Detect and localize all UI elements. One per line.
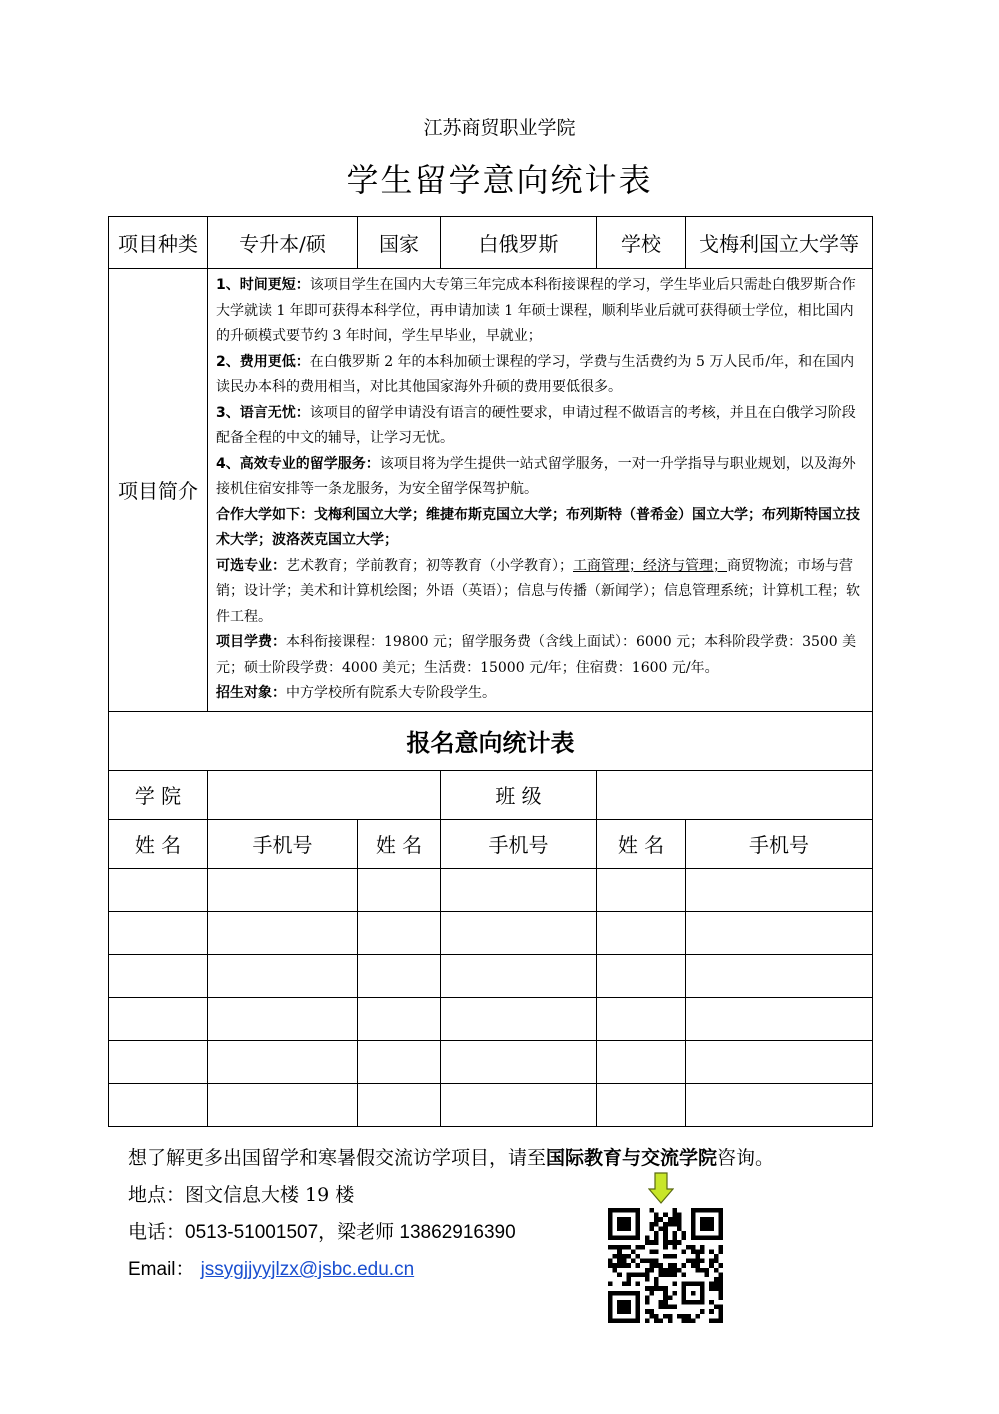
blank-cell[interactable] <box>109 911 208 954</box>
contact-suffix: 咨询。 <box>717 1147 775 1169</box>
college-input-cell[interactable] <box>208 770 441 819</box>
blank-cell[interactable] <box>686 954 873 997</box>
phone-header-2: 手机号 <box>441 819 597 868</box>
blank-cell[interactable] <box>358 868 441 911</box>
intro-label: 项目简介 <box>109 269 208 712</box>
blank-cell[interactable] <box>597 1083 686 1126</box>
location-line: 地点：图文信息大楼 19 楼 <box>128 1184 355 1206</box>
blank-cell[interactable] <box>208 868 358 911</box>
partner-universities <box>216 503 866 554</box>
target-text: 中方学校所有院系大专阶段学生。 <box>286 685 496 701</box>
blank-cell[interactable] <box>597 997 686 1040</box>
college-label: 学 院 <box>109 770 208 819</box>
blank-cell[interactable] <box>597 868 686 911</box>
target-heading: 招生对象： <box>216 685 286 701</box>
blank-cell[interactable] <box>441 1040 597 1083</box>
intro-point-1-heading: 1、时间更短： <box>216 277 310 293</box>
intro-point-3-text: 该项目的留学申请没有语言的硬性要求，申请过程不做语言的考核，并且在白俄学习阶段配备全程的中文的辅导，让学习无忧。 <box>216 404 856 446</box>
email-label: Email： <box>128 1259 195 1280</box>
country-value: 白俄罗斯 <box>441 217 597 269</box>
table-row <box>109 1083 873 1126</box>
class-input-cell[interactable] <box>597 770 873 819</box>
blank-cell[interactable] <box>208 1083 358 1126</box>
blank-cell[interactable] <box>109 868 208 911</box>
fees-heading: 项目学费： <box>216 634 286 650</box>
blank-cell[interactable] <box>208 911 358 954</box>
blank-cell[interactable] <box>441 911 597 954</box>
signup-title-row <box>109 711 873 770</box>
survey-table <box>108 216 873 1127</box>
blank-cell[interactable] <box>358 954 441 997</box>
partner-universities-text: 合作大学如下：戈梅利国立大学；维捷布斯克国立大学；布列斯特（普希金）国立大学；布列斯特国立技术大学；波洛茨克国立大学； <box>216 506 860 548</box>
column-header-row <box>109 819 873 868</box>
intro-point-2-text: 在白俄罗斯 2 年的本科加硕士课程的学习，学费与生活费约为 5 万人民币/年，和在国内读民办本科的费用相当，对比其他国家海外升硕的费用要低很多。 <box>216 353 855 395</box>
type-label: 项目种类 <box>109 217 208 269</box>
table-row <box>109 997 873 1040</box>
blank-cell[interactable] <box>208 997 358 1040</box>
intro-point-4 <box>216 452 866 503</box>
majors-heading: 可选专业： <box>216 557 286 574</box>
name-header-2: 姓 名 <box>358 819 441 868</box>
blank-cell[interactable] <box>597 1040 686 1083</box>
blank-cell[interactable] <box>597 911 686 954</box>
fees-text: 本科衔接课程：19800 元；留学服务费（含线上面试）：6000 元；本科阶段学费：3500 美元；硕士阶段学费：4000 美元；生活费：15000 元/年；住宿费：1600 元/年。 <box>216 634 857 676</box>
intro-point-2-heading: 2、费用更低： <box>216 353 310 370</box>
majors-text-a: 艺术教育；学前教育；初等教育（小学教育）； <box>286 557 573 574</box>
down-arrow-icon <box>648 1172 674 1204</box>
info-row <box>109 217 873 269</box>
class-label: 班 级 <box>441 770 597 819</box>
intro-point-3 <box>216 401 866 452</box>
intro-point-4-text: 该项目将为学生提供一站式留学服务，一对一升学指导与职业规划，以及海外接机住宿安排等一条龙服务，为安全留学保驾护航。 <box>216 455 856 497</box>
intro-content <box>208 269 873 712</box>
intro-row <box>109 269 873 712</box>
country-label: 国家 <box>358 217 441 269</box>
type-value: 专升本/硕 <box>208 217 358 269</box>
blank-cell[interactable] <box>109 954 208 997</box>
blank-cell[interactable] <box>358 997 441 1040</box>
blank-cell[interactable] <box>109 997 208 1040</box>
document-title: 学生留学意向统计表 <box>346 161 653 199</box>
phone-header-1: 手机号 <box>208 819 358 868</box>
table-row <box>109 911 873 954</box>
intro-point-1 <box>216 273 866 350</box>
blank-cell[interactable] <box>358 1040 441 1083</box>
phone-label: 电话： <box>128 1221 186 1243</box>
table-row <box>109 1040 873 1083</box>
blank-cell[interactable] <box>686 1083 873 1126</box>
blank-cell[interactable] <box>109 1083 208 1126</box>
blank-cell[interactable] <box>686 1040 873 1083</box>
blank-cell[interactable] <box>441 1083 597 1126</box>
blank-cell[interactable] <box>441 954 597 997</box>
intro-point-3-heading: 3、语言无忧： <box>216 404 310 421</box>
fees <box>216 630 866 681</box>
blank-cell[interactable] <box>441 997 597 1040</box>
blank-cell[interactable] <box>358 911 441 954</box>
contact-line-1 <box>128 1140 774 1177</box>
email-link[interactable]: jssygjjyyjlzx@jsbc.edu.cn <box>200 1259 415 1280</box>
school-label: 学校 <box>597 217 686 269</box>
intro-point-2 <box>216 350 866 401</box>
target-students <box>216 681 866 707</box>
blank-cell[interactable] <box>686 868 873 911</box>
name-header-1: 姓 名 <box>109 819 208 868</box>
phone-header-3: 手机号 <box>686 819 873 868</box>
college-class-row <box>109 770 873 819</box>
contact-intro: 想了解更多出国留学和寒暑假交流访学项目，请至 <box>128 1147 547 1169</box>
school-name: 江苏商贸职业学院 <box>423 117 576 139</box>
qr-code-image <box>608 1208 723 1323</box>
school-value: 戈梅利国立大学等 <box>686 217 873 269</box>
majors <box>216 554 866 631</box>
majors-underlined: 工商管理；经济与管理； <box>573 557 727 574</box>
blank-cell[interactable] <box>208 954 358 997</box>
blank-cell[interactable] <box>358 1083 441 1126</box>
intro-point-1-text: 该项目学生在国内大专第三年完成本科衔接课程的学习，学生毕业后只需赴白俄罗斯合作大学就读 1 年即可获得本科学位，再申请加读 1 年硕士课程，顺利毕业后就可获得硕士学位，相比国内的升硕模式要节约 3 年时间，学生早毕业，早就业； <box>216 277 856 344</box>
blank-cell[interactable] <box>686 911 873 954</box>
department-name: 国际教育与交流学院 <box>546 1147 718 1169</box>
table-row <box>109 868 873 911</box>
phone-value: 0513-51001507，梁老师 13862916390 <box>185 1222 516 1243</box>
intro-point-4-heading: 4、高效专业的留学服务： <box>216 455 380 472</box>
signup-title: 报名意向统计表 <box>109 711 873 770</box>
blank-cell[interactable] <box>109 1040 208 1083</box>
blank-cell[interactable] <box>597 954 686 997</box>
blank-cell[interactable] <box>208 1040 358 1083</box>
blank-cell[interactable] <box>686 997 873 1040</box>
table-row <box>109 954 873 997</box>
blank-cell[interactable] <box>441 868 597 911</box>
name-header-3: 姓 名 <box>597 819 686 868</box>
majors-text-b: 商贸物流；市场与营销；设计学；美术和计算机绘图；外语（英语）；信息与传播（新闻学）；信息管理系统；计算机工程；软件工程。 <box>216 557 860 625</box>
